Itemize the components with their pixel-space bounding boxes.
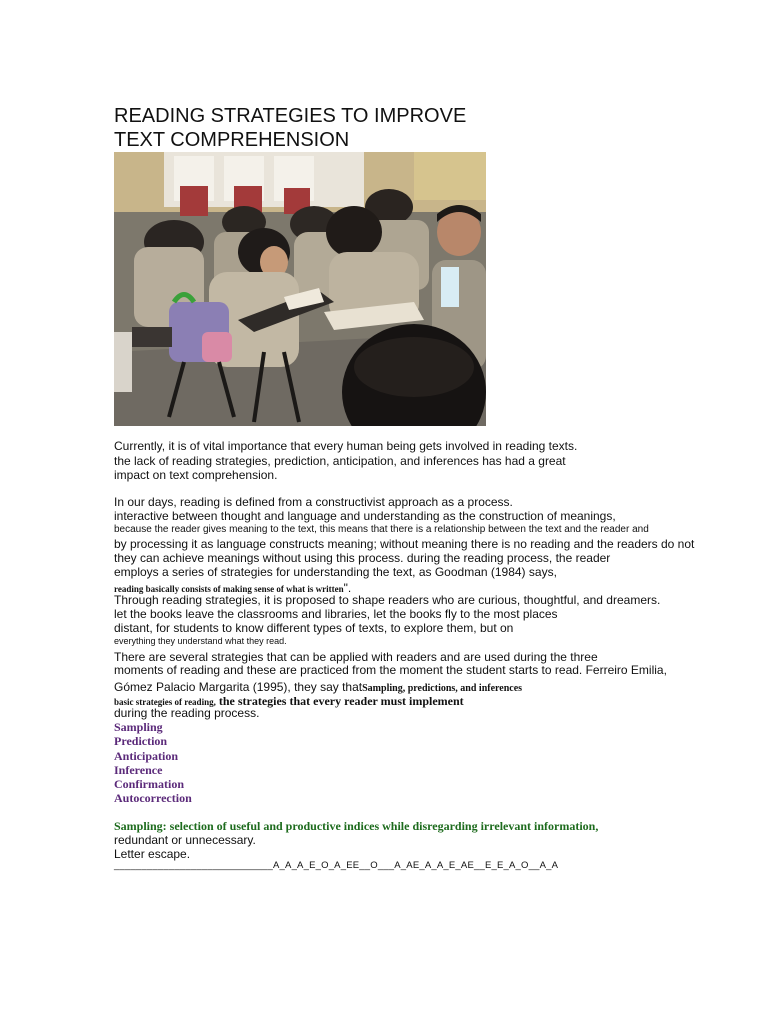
title-line-2: TEXT COMPREHENSION — [114, 129, 350, 151]
paragraph3-line4-large: the strategies that every reader must implement — [215, 694, 464, 708]
sampling-line3: Letter escape. — [114, 847, 191, 861]
paragraph2-line8: Through reading strategies, it is proposed to shape readers who are curious, thoughtful, and dreamers. — [114, 593, 661, 607]
strategy-sampling: Sampling — [114, 720, 163, 734]
paragraph2-line10: distant, for students to know different types of texts, to explore them, but on — [114, 621, 514, 635]
paragraph2-line11: everything they understand what they read. — [114, 636, 287, 646]
classroom-photo — [114, 152, 486, 426]
paragraph3-line3-text: Gómez Palacio Margarita (1995), they say that — [114, 680, 363, 694]
strategy-confirmation: Confirmation — [114, 777, 184, 791]
paragraph2-line5: they can achieve meanings without using this process. during the reading process, the reader — [114, 551, 611, 565]
letter-escape-exercise: _____________________________A_A_A_E_O_A_EE__O___A_AE_A_A_E_AE__E_E_A_O__A_A — [114, 860, 559, 871]
paragraph2-line2: interactive between thought and language and understanding as the construction of meanings, — [114, 509, 616, 523]
paragraph3-line5: during the reading process. — [114, 706, 260, 720]
document-title — [114, 104, 614, 152]
strategy-prediction: Prediction — [114, 734, 168, 748]
paragraph1-line1: Currently, it is of vital importance that every human being gets involved in reading texts. — [114, 439, 578, 453]
paragraph3-line4-small: basic strategies of reading, — [114, 697, 216, 707]
paragraph1-line2: the lack of reading strategies, prediction, anticipation, and inferences has had a great — [114, 454, 566, 468]
paragraph2-line9: let the books leave the classrooms and libraries, let the books fly to the most places — [114, 607, 558, 621]
paragraph2-line6: employs a series of strategies for understanding the text, as Goodman (1984) says, — [114, 565, 557, 579]
sampling-heading: Sampling: selection of useful and productive indices while disregarding irrelevant information, — [114, 819, 599, 833]
paragraph3-line1: There are several strategies that can be applied with readers and are used during the three — [114, 650, 598, 664]
goodman-quote: reading basically consists of making sense of what is written — [114, 584, 344, 594]
classroom-photo-image — [114, 152, 486, 426]
paragraph2-line1: In our days, reading is defined from a constructivist approach as a process. — [114, 495, 513, 509]
paragraph2-line3: because the reader gives meaning to the text, this means that there is a relationship between the text and the reader and — [114, 524, 649, 535]
paragraph1-line3: impact on text comprehension. — [114, 468, 278, 482]
paragraph2-line4: by processing it as language constructs meaning; without meaning there is no reading and the readers do not — [114, 537, 695, 551]
strategy-anticipation: Anticipation — [114, 749, 179, 763]
strategy-autocorrection: Autocorrection — [114, 791, 192, 805]
paragraph3-line2: moments of reading and these are practiced from the moment the student starts to read. Ferreiro Emilia, — [114, 663, 667, 677]
strategy-inference: Inference — [114, 763, 163, 777]
quote-end: ". — [343, 581, 352, 595]
paragraph3-line3-bold: Sampling, predictions, and inferences — [362, 683, 523, 694]
sampling-line2: redundant or unnecessary. — [114, 833, 256, 847]
title-line-1: READING STRATEGIES TO IMPROVE — [114, 105, 467, 127]
